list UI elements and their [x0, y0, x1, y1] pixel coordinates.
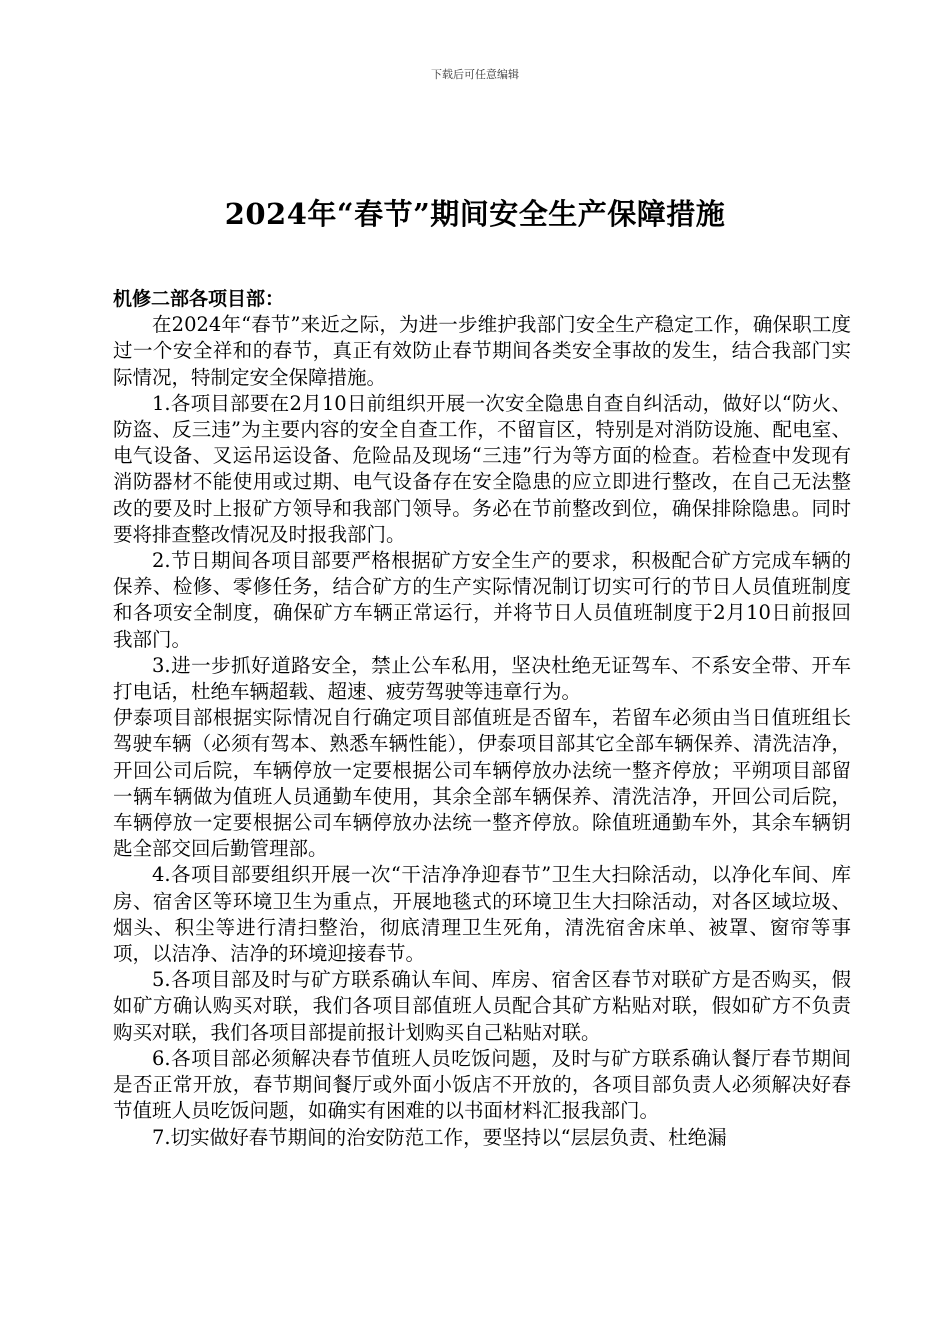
salutation: 机修二部各项目部：	[113, 288, 285, 310]
paragraph-item-7: 7.切实做好春节期间的治安防范工作，要坚持以“层层负责、杜绝漏	[152, 1125, 727, 1149]
paragraph-item-5: 5.各项目部及时与矿方联系确认车间、库房、宿舍区春节对联矿方是否购买，假如矿方确认购买对联，我们各项目部值班人员配合其矿方粘贴对联，假如矿方不负责购买对联，我们各项目部提前报计划购买自己粘贴对联。	[113, 968, 851, 1044]
document-body	[113, 286, 851, 1151]
paragraph-item-1: 1.各项目部要在2月10日前组织开展一次安全隐患自查自纠活动，做好以“防火、防盗、反三违”为主要内容的安全自查工作，不留盲区，特别是对消防设施、配电室、电气设备、叉运吊运设备、危险品及现场“三违”行为等方面的检查。若检查中发现有消防器材不能使用或过期、电气设备存在安全隐患的应立即进行整改，在自己无法整改的要及时上报矿方领导和我部门领导。务必在节前整改到位，确保排除隐患。同时要将排查整改情况及时报我部门。	[113, 391, 851, 546]
paragraph-item-6: 6.各项目部必须解决春节值班人员吃饭问题，及时与矿方联系确认餐厅春节期间是否正常开放，春节期间餐厅或外面小饭店不开放的，各项目部负责人必须解决好春节值班人员吃饭问题，如确实有困难的以书面材料汇报我部门。	[113, 1046, 851, 1123]
paragraph-item-3: 3.进一步抓好道路安全，禁止公车私用，坚决杜绝无证驾车、不系安全带、开车打电话，杜绝车辆超载、超速、疲劳驾驶等违章行为。	[113, 653, 851, 704]
paragraph-item-3-detail: 伊泰项目部根据实际情况自行确定项目部值班是否留车，若留车必须由当日值班组长驾驶车辆（必须有驾本、熟悉车辆性能），伊泰项目部其它全部车辆保养、清洗洁净，开回公司后院，车辆停放一定要根据公司车辆停放办法统一整齐停放；平朔项目部留一辆车辆做为值班人员通勤车使用，其余全部车辆保养、清洗洁净，开回公司后院，车辆停放一定要根据公司车辆停放办法统一整齐停放。除值班通勤车外，其余车辆钥匙全部交回后勤管理部。	[113, 706, 851, 861]
paragraph-intro: 在2024年“春节”来近之际，为进一步维护我部门安全生产稳定工作，确保职工度过一个安全祥和的春节，真正有效防止春节期间各类安全事故的发生，结合我部门实际情况，特制定安全保障措施。	[113, 313, 851, 389]
page-header-note: 下载后可任意编辑	[431, 68, 519, 81]
document-title: 2024年“春节”期间安全生产保障措施	[224, 197, 726, 231]
paragraph-item-4: 4.各项目部要组织开展一次“干洁净净迎春节”卫生大扫除活动，以净化车间、库房、宿舍区等环境卫生为重点，开展地毯式的环境卫生大扫除活动，对各区域垃圾、烟头、积尘等进行清扫整治，彻底清理卫生死角，清洗宿舍床单、被罩、窗帘等事项，以洁净、洁净的环境迎接春节。	[113, 863, 851, 966]
paragraph-item-2: 2.节日期间各项目部要严格根据矿方安全生产的要求，积极配合矿方完成车辆的保养、检修、零修任务，结合矿方的生产实际情况制订切实可行的节日人员值班制度和各项安全制度，确保矿方车辆正常运行，并将节日人员值班制度于2月10日前报回我部门。	[113, 549, 851, 651]
